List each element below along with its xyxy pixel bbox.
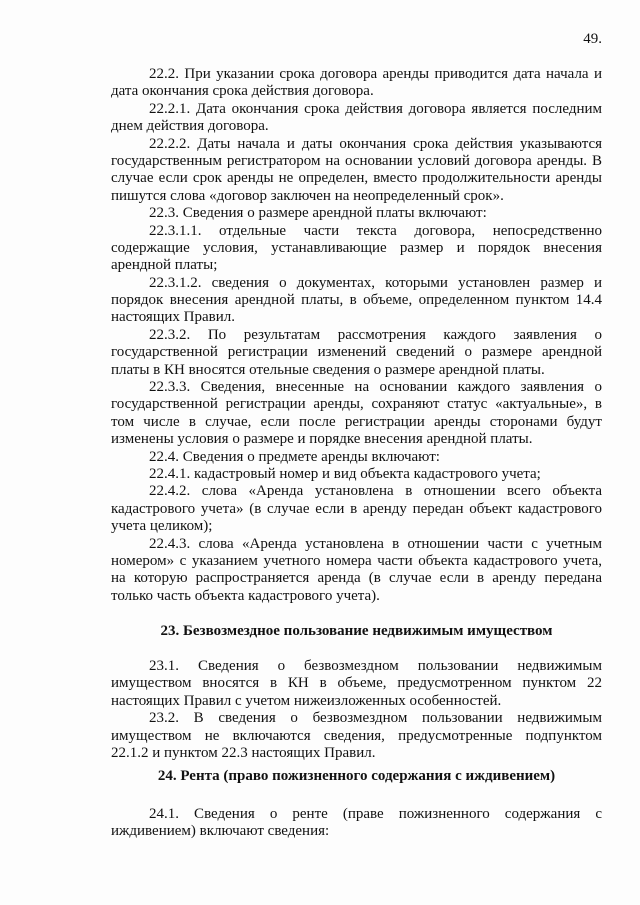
paragraph-line: 22.2.2. Даты начала и даты окончания срока действия указываются <box>149 135 602 152</box>
paragraph-line: учета целиком); <box>111 518 213 535</box>
paragraph <box>111 275 602 327</box>
paragraph <box>111 379 602 449</box>
paragraph-line: 22.4.3. слова «Аренда установлена в отношении части с учетным <box>149 535 602 552</box>
paragraph <box>111 101 602 136</box>
paragraph <box>111 466 602 483</box>
paragraph-line: 22.3.1.1. отдельные части текста договора, непосредственно <box>149 222 602 239</box>
paragraph-line: 22.4. Сведения о предмете аренды включают: <box>149 448 440 465</box>
paragraph <box>111 483 602 535</box>
paragraph-line: номером» с указанием учетного номера части объекта кадастрового учета, <box>111 552 602 569</box>
paragraph <box>111 223 602 275</box>
paragraph-line: 22.3.1.2. сведения о документах, которыми установлен размер и <box>149 274 602 291</box>
paragraph-line: дата окончания срока действия договора. <box>111 83 374 100</box>
paragraph-line: 22.2.1. Дата окончания срока действия договора является последним <box>149 100 602 117</box>
paragraph <box>111 327 602 379</box>
paragraph-line: на которую распространяется аренда (в случае если в аренду передана <box>111 570 602 587</box>
paragraph-line: настоящих Правил. <box>111 309 235 326</box>
paragraph-line: пишутся слова «договор заключен на неопределенный срок». <box>111 187 504 204</box>
paragraph-line: арендной платы; <box>111 257 218 274</box>
paragraph-line: порядок внесения арендной платы, в объеме, определенном пунктом 14.4 <box>111 292 602 309</box>
paragraph-line: 22.3.2. По результатам рассмотрения каждого заявления о <box>149 326 602 343</box>
paragraph-line: иждивением) включают сведения: <box>111 823 330 840</box>
text-block <box>111 806 602 841</box>
paragraph-line: 24.1. Сведения о ренте (праве пожизненного содержания с <box>149 806 602 822</box>
paragraph-line: содержащие условия, устанавливающие размер и порядок внесения <box>111 239 602 256</box>
paragraph-line: 23.1. Сведения о безвозмездном пользовании недвижимым <box>149 658 602 674</box>
page-number: 49. <box>583 31 602 47</box>
paragraph-line: настоящих Правил с учетом нижеизложенных особенностей. <box>111 692 502 709</box>
paragraph-line: днем действия договора. <box>111 118 269 135</box>
paragraph <box>111 449 602 466</box>
paragraph-line: кадастрового учета» (в случае если в аренду передан объект кадастрового <box>111 500 602 517</box>
paragraph <box>111 806 602 841</box>
section-heading: 23. Безвозмездное пользование недвижимым имуществом <box>160 623 553 639</box>
text-block <box>111 66 602 605</box>
paragraph-line: имуществом вносятся в КН в объеме, предусмотренном пунктом 22 <box>111 675 602 692</box>
paragraph <box>111 710 602 762</box>
paragraph-line: 23.2. В сведения о безвозмездном пользовании недвижимым <box>149 710 602 727</box>
paragraph <box>111 136 602 206</box>
paragraph <box>111 658 602 710</box>
paragraph-line: государственной регистрации аренды, сохраняют статус «актуальные», в <box>111 396 602 413</box>
paragraph-line: государственной регистрации изменений сведений о размере арендной <box>111 344 602 361</box>
paragraph-line: 22.4.1. кадастровый номер и вид объекта кадастрового учета; <box>149 465 541 482</box>
paragraph-line: 22.2. При указании срока договора аренды приводится дата начала и <box>149 66 602 82</box>
paragraph-line: государственным регистратором на основании условий договора аренды. В <box>111 152 602 169</box>
paragraph-line: случае если срок аренды не определен, вместо продолжительности аренды <box>111 170 602 187</box>
paragraph <box>111 205 602 222</box>
paragraph-line: 22.4.2. слова «Аренда установлена в отношении всего объекта <box>149 483 602 500</box>
paragraph-line: 22.1.2 и пунктом 22.3 настоящих Правил. <box>111 744 376 761</box>
paragraph <box>111 536 602 606</box>
paragraph-line: 22.3. Сведения о размере арендной платы включают: <box>149 205 487 222</box>
paragraph-line: 22.3.3. Сведения, внесенные на основании каждого заявления о <box>149 379 602 396</box>
paragraph-line: платы в КН вносятся отельные сведения о размере арендной платы. <box>111 361 545 378</box>
paragraph <box>111 66 602 101</box>
paragraph-line: имуществом не включаются сведения, предусмотренные подпунктом <box>111 727 602 744</box>
text-block <box>111 658 602 762</box>
paragraph-line: том числе в случае, если после регистрации аренды сторонами будут <box>111 413 602 430</box>
section-heading: 24. Рента (право пожизненного содержания с иждивением) <box>157 768 556 784</box>
paragraph-line: изменены условия о размере и порядке внесения арендной платы. <box>111 431 533 448</box>
paragraph-line: только часть объекта кадастрового учета). <box>111 587 380 604</box>
